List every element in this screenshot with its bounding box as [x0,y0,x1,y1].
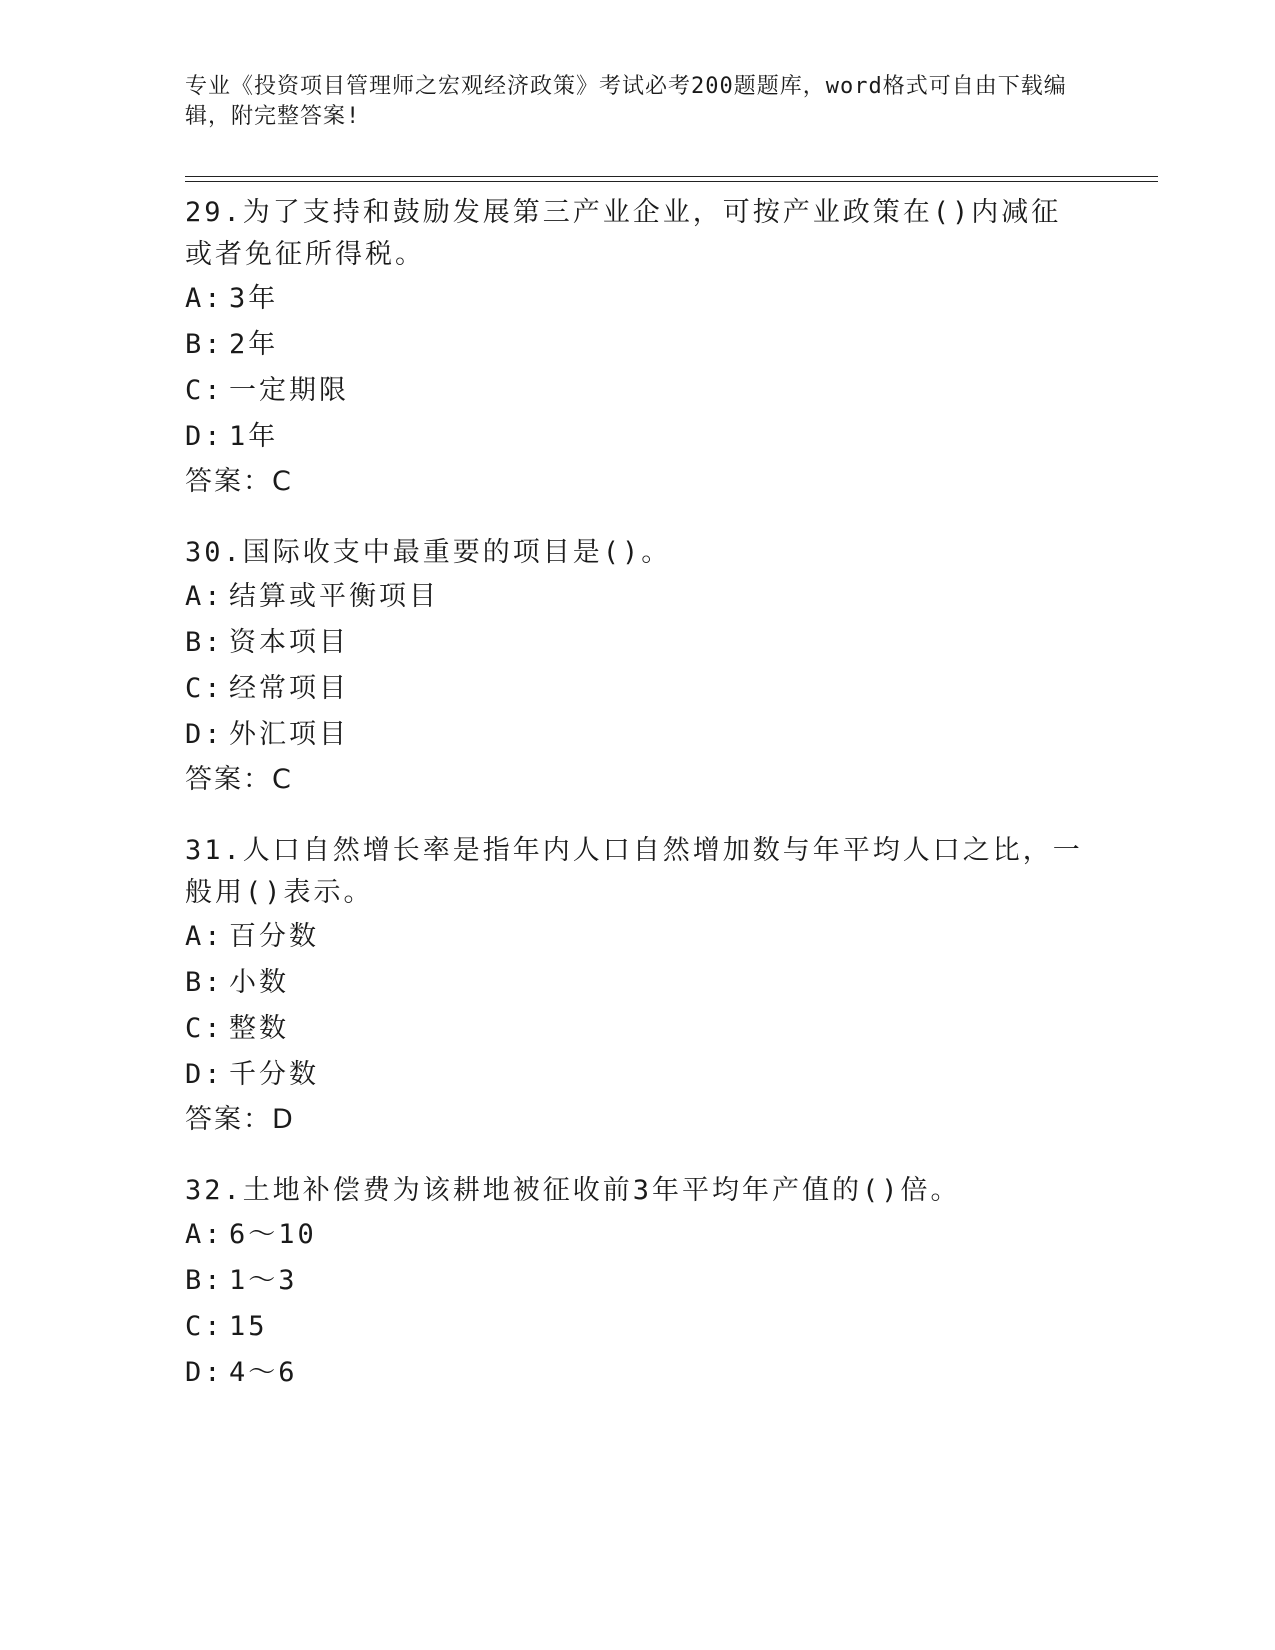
question-list [185,192,1085,1424]
question-stem: 32.土地补偿费为该耕地被征收前3年平均年产值的()倍。 [185,1175,961,1206]
option-d [185,1350,1085,1396]
option-b [185,620,1085,666]
option-text: 百分数 [229,921,319,952]
question-stem: 29.为了支持和鼓励发展第三产业企业，可按产业政策在()内减征或者免征所得税。 [185,197,1062,270]
option-letter: B: [185,627,224,658]
question-31 [185,830,1085,1142]
question-29 [185,192,1085,504]
option-text: 小数 [229,967,289,998]
option-text: 2年 [229,329,279,360]
option-letter: A: [185,283,224,314]
option-c [185,1006,1085,1052]
option-a [185,914,1085,960]
option-letter: D: [185,1059,224,1090]
option-d [185,712,1085,758]
option-c [185,1304,1085,1350]
option-text: 结算或平衡项目 [229,581,439,612]
option-letter: B: [185,967,224,998]
option-letter: B: [185,1265,224,1296]
option-letter: C: [185,1311,224,1342]
option-text: 6～10 [229,1219,317,1250]
answer-line: 答案：C [185,466,293,497]
option-text: 15 [229,1311,268,1342]
option-text: 经常项目 [229,673,349,704]
option-c [185,368,1085,414]
option-d [185,1052,1085,1098]
option-text: 4～6 [229,1357,298,1388]
option-letter: C: [185,673,224,704]
option-text: 3年 [229,283,279,314]
option-text: 外汇项目 [229,719,349,750]
answer-line: 答案：C [185,764,293,795]
option-letter: D: [185,1357,224,1388]
option-a [185,276,1085,322]
option-text: 1年 [229,421,279,452]
option-d [185,414,1085,460]
option-a [185,574,1085,620]
option-letter: A: [185,921,224,952]
answer-line: 答案：D [185,1104,295,1135]
option-b [185,1258,1085,1304]
option-c [185,666,1085,712]
question-32 [185,1170,1085,1396]
option-letter: C: [185,375,224,406]
document-header: 专业《投资项目管理师之宏观经济政策》考试必考200题题库，word格式可自由下载编辑，附完整答案! [185,74,1067,129]
question-30 [185,532,1085,802]
option-text: 整数 [229,1013,289,1044]
header-divider-bottom [185,181,1158,182]
option-b [185,322,1085,368]
option-letter: A: [185,581,224,612]
option-b [185,960,1085,1006]
header-divider-top [185,176,1158,177]
option-letter: D: [185,719,224,750]
option-text: 千分数 [229,1059,319,1090]
option-a [185,1212,1085,1258]
option-letter: B: [185,329,224,360]
option-text: 1～3 [229,1265,298,1296]
option-letter: D: [185,421,224,452]
question-stem: 31.人口自然增长率是指年内人口自然增加数与年平均人口之比，一般用()表示。 [185,835,1083,908]
option-text: 一定期限 [229,375,349,406]
question-stem: 30.国际收支中最重要的项目是()。 [185,537,672,568]
option-letter: A: [185,1219,224,1250]
option-text: 资本项目 [229,627,349,658]
option-letter: C: [185,1013,224,1044]
